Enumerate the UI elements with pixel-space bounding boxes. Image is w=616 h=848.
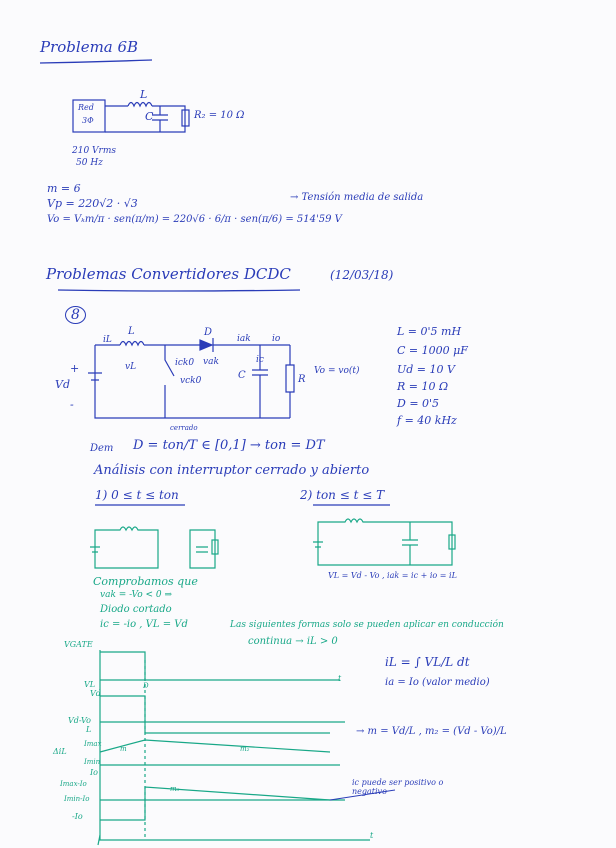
wave-d-mark: D <box>143 682 149 690</box>
cont-note-2: continua → iL > 0 <box>248 636 338 647</box>
wave-vgate: VGATE <box>64 640 93 649</box>
duty-eq: D = ton/T ∈ [0,1] → ton = DT <box>133 438 325 453</box>
il-wave <box>100 740 330 752</box>
param-item: L = 0'5 mH <box>397 325 462 338</box>
c8-label: C <box>238 370 246 381</box>
wave-vdvo: Vd-Vo <box>68 716 91 725</box>
param-item: D = 0'5 <box>397 397 440 410</box>
check-line: ic = -io , VL = Vd <box>100 619 188 630</box>
time-axis <box>100 650 370 840</box>
param-item: R = 10 Ω <box>397 380 449 393</box>
problem-number: 8 <box>65 306 86 324</box>
duty-label: Dem <box>90 443 114 454</box>
wave-imax-io: Imax-Io <box>60 780 87 788</box>
boost-resistor <box>286 345 294 418</box>
il-label: iL <box>103 335 112 345</box>
vo8-label: Vo = vo(t) <box>314 366 360 376</box>
case1-circuit <box>90 527 218 568</box>
analysis-title: Análisis con interruptor cerrado y abierto <box>94 463 370 478</box>
title-underline <box>40 60 152 63</box>
case2-circuit <box>313 519 455 565</box>
inductor <box>128 103 152 107</box>
wave-imin-io: Imin-Io <box>64 795 90 803</box>
problem-title: Problema 6B <box>40 38 139 56</box>
param-item: Ud = 10 V <box>397 363 455 376</box>
diode-label: D <box>204 327 213 338</box>
ic-label: ic <box>256 355 264 365</box>
section-title: Problemas Convertidores DCDC <box>46 265 291 283</box>
voltage-line2: 50 Hz <box>76 158 103 168</box>
case2-eq: VL = Vd - Vo , iak = ic + io = iL <box>328 571 457 580</box>
check-line: Diodo cortado <box>100 604 172 615</box>
voltage-line1: 210 Vrms <box>72 146 116 156</box>
iak-label: iak <box>237 334 251 344</box>
wave-io: Io <box>90 768 98 777</box>
param-item: C = 1000 μF <box>397 344 468 357</box>
vck0-label: vck0 <box>180 376 202 386</box>
wave-m2: m₂ <box>240 745 250 753</box>
case1-title: 1) 0 ≤ t ≤ ton <box>95 488 179 502</box>
capacitor <box>152 106 168 132</box>
param-item: f = 40 kHz <box>397 414 457 427</box>
wave-minus-io: -Io <box>72 812 83 821</box>
vl-wave <box>100 696 330 733</box>
wave-vl: VL <box>84 680 96 689</box>
minus-sign: - <box>70 398 74 411</box>
m-line: m = 6 <box>47 182 81 195</box>
ic-sign-note: ic puede ser positivo o negativo <box>352 778 444 796</box>
wave-imin: Imin <box>84 758 101 766</box>
switch <box>165 345 174 418</box>
vo-line: Vo = Vₖm/π · sen(π/m) = 220√6 · 6/π · sen(π/6) = 514'59 V <box>47 214 342 225</box>
gate-pulse <box>100 652 145 680</box>
slopes-eq: → m = Vd/L , m₂ = (Vd - Vo)/L <box>356 726 507 737</box>
wave-m1: m <box>120 745 127 753</box>
wave-t-1: t <box>338 674 342 683</box>
duty-note: cerrado <box>170 424 198 432</box>
plus-sign: + <box>70 362 80 375</box>
title2-underline <box>58 290 300 291</box>
io-label: io <box>272 334 281 344</box>
source-sub: 3Φ <box>82 116 94 125</box>
wave-l: L <box>86 725 92 734</box>
waveforms <box>98 650 370 845</box>
wave-imax: Imax <box>84 740 102 748</box>
inductor8-label: L <box>128 326 135 337</box>
inductor-label: L <box>140 88 148 101</box>
vp-line: Vp = 220√2 · √3 <box>47 197 138 210</box>
ick0-label: ick0 <box>175 358 195 368</box>
vd-label: Vd <box>55 378 70 391</box>
case2-title: 2) ton ≤ t ≤ T <box>300 488 385 502</box>
check-line: Comprobamos que <box>93 575 198 588</box>
cap-label: C <box>145 110 154 123</box>
check-line: vak = -Vo < 0 ⇒ <box>100 590 173 600</box>
boost-inductor <box>120 342 144 346</box>
wave-m3: m₃ <box>170 785 180 793</box>
section-date: (12/03/18) <box>330 268 394 282</box>
r8-label: R <box>298 374 306 385</box>
annotation: → Tensión media de salida <box>290 192 424 203</box>
load-label: R₂ = 10 Ω <box>194 110 245 121</box>
vak-label: vak <box>203 357 219 367</box>
il-integral: iL = ∫ VL/L dt <box>385 655 470 669</box>
ia-mean: ia = Io (valor medio) <box>385 677 490 688</box>
wave-t-axis: t <box>370 831 374 840</box>
cont-note-1: Las siguientes formas solo se pueden aplicar en conducción <box>230 620 504 630</box>
ic-wave <box>100 787 330 820</box>
wave-dil: ΔiL <box>53 747 67 756</box>
source-label: Red <box>78 103 94 112</box>
vl-label: vL <box>125 362 137 372</box>
wave-vd: Vd <box>90 689 101 698</box>
